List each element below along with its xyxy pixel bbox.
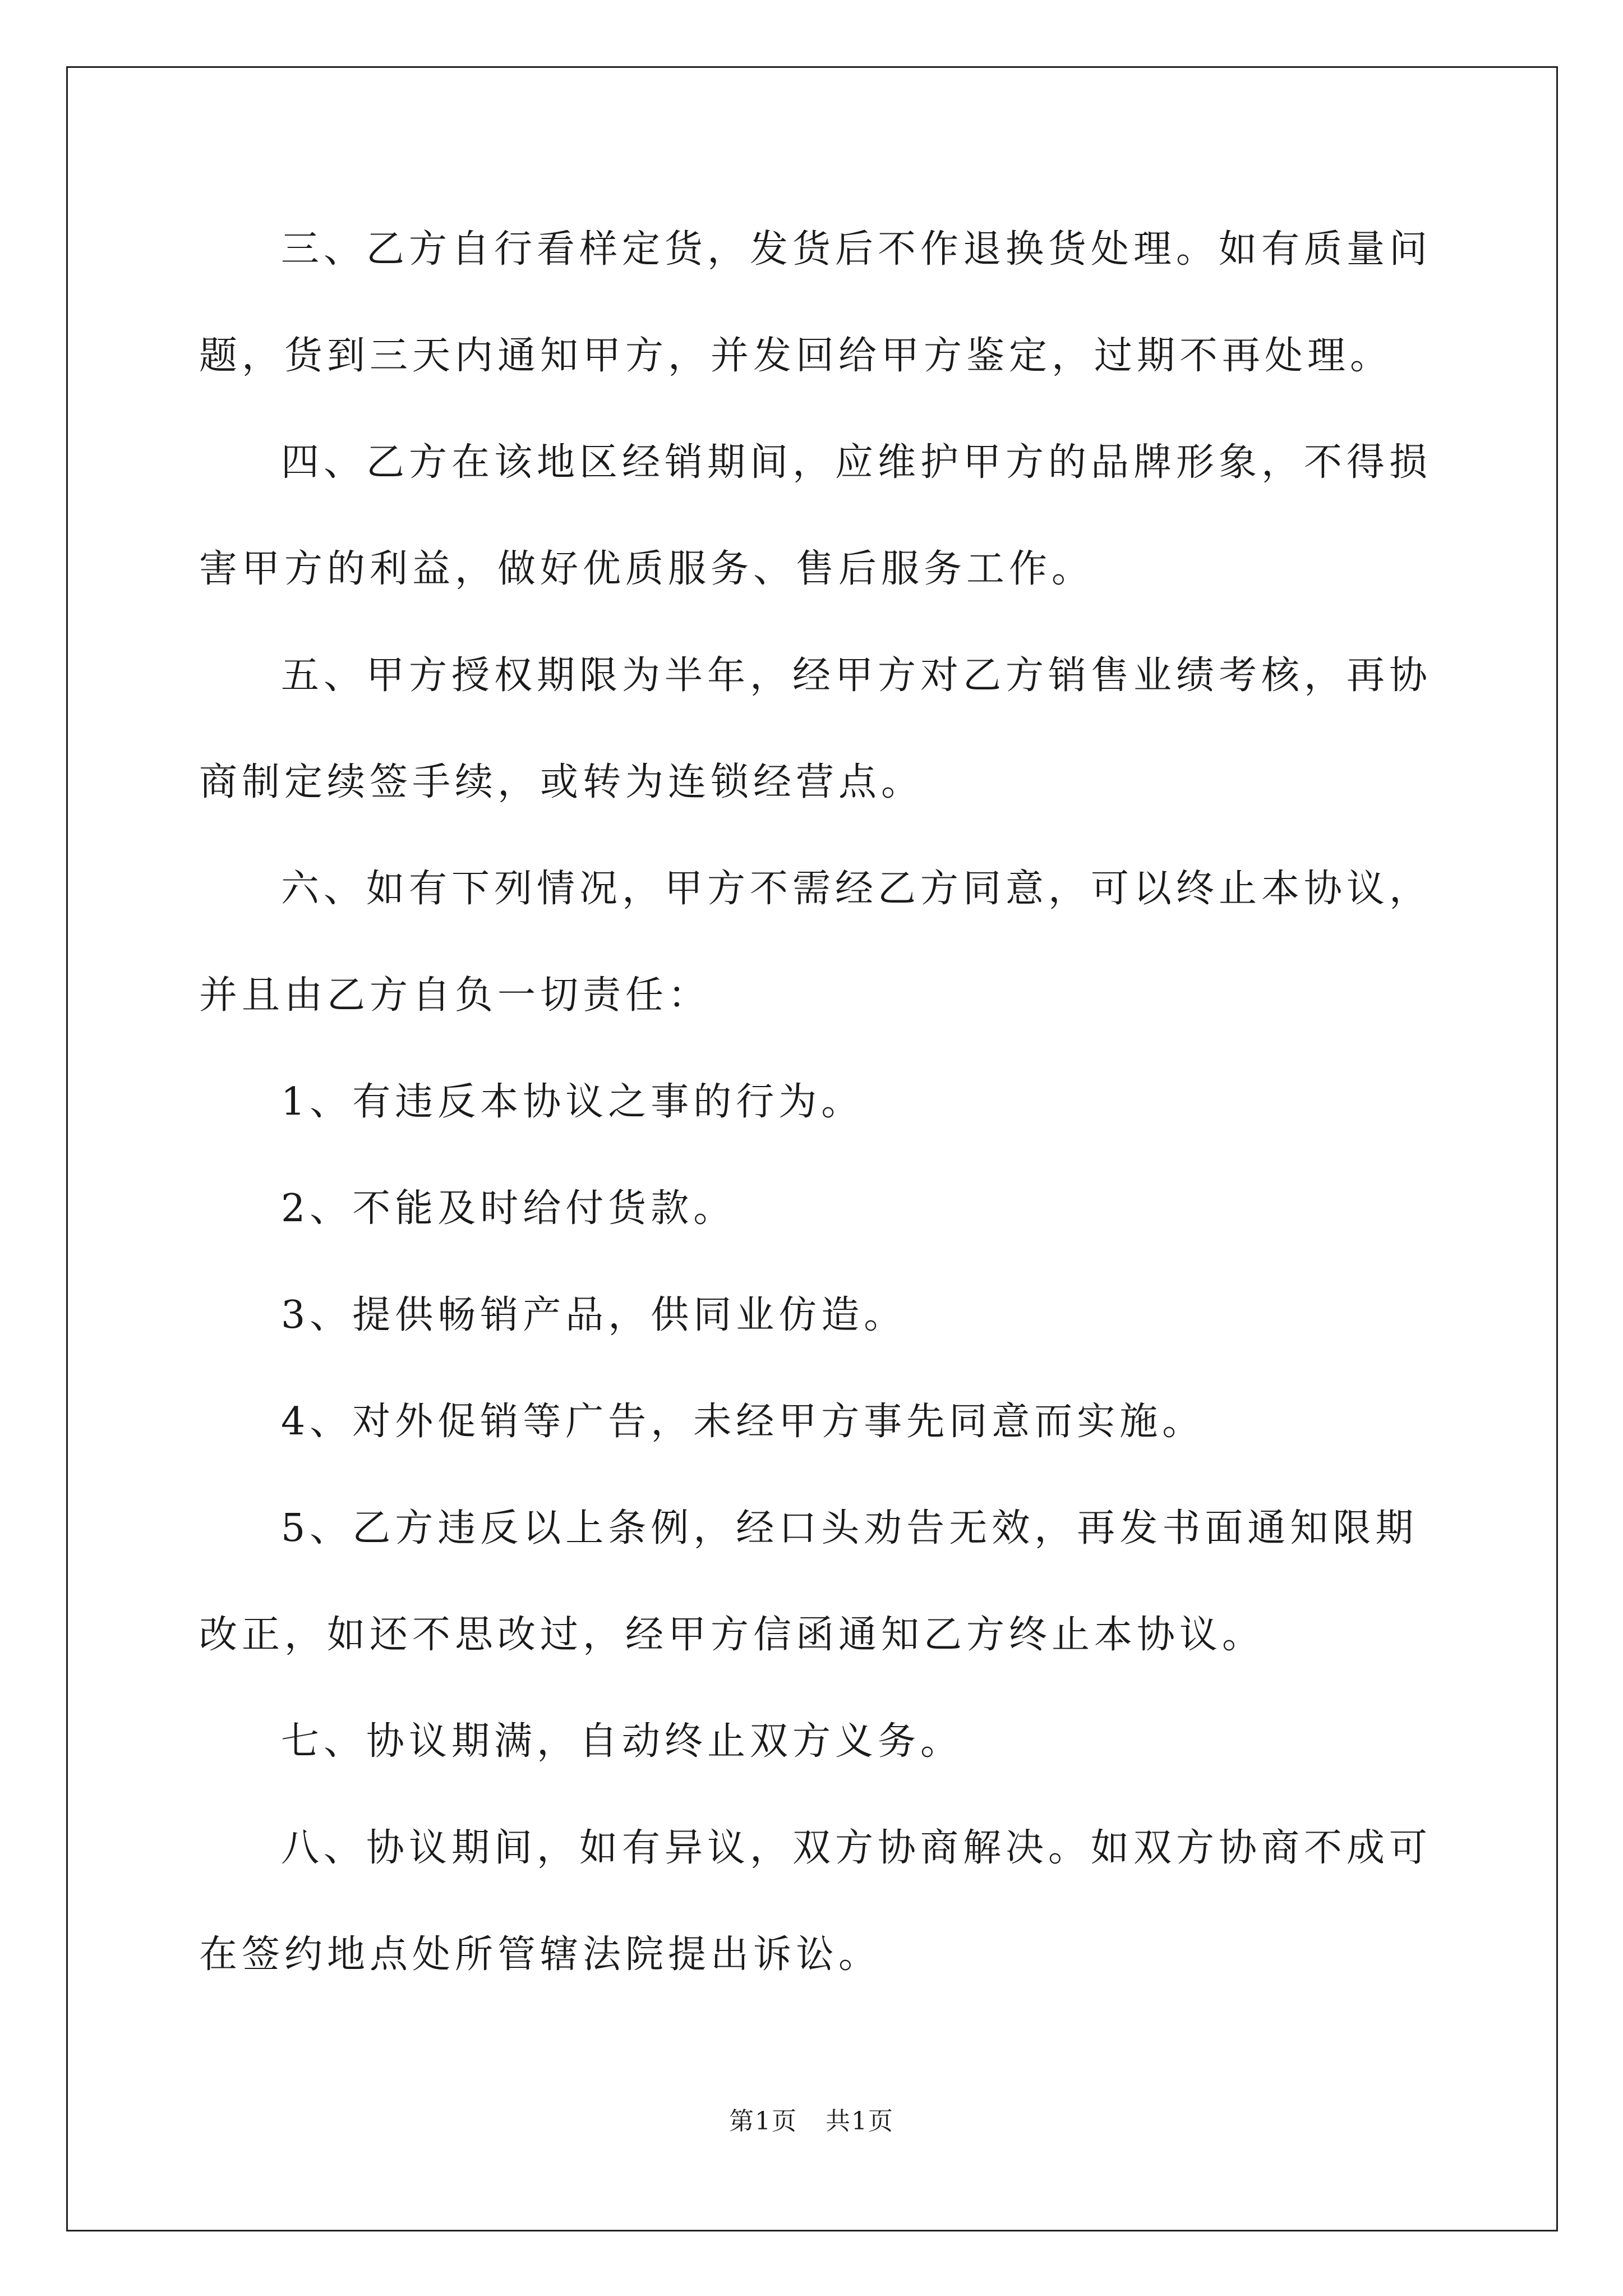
clause-4: 四、乙方在该地区经销期间，应维护甲方的品牌形象，不得损害甲方的利益，做好优质服务、售后服务工作。 <box>199 440 1432 591</box>
clause-6-item-2: 2、不能及时给付货款。 <box>281 1186 736 1231</box>
clause-6: 六、如有下列情况，甲方不需经乙方同意，可以终止本协议，并且由乙方自负一切责任： <box>199 867 1432 1018</box>
clause-6-item-5: 5、乙方违反以上条例，经口头劝告无效，再发书面通知限期改正，如还不思改过，经甲方信函通知乙方终止本协议。 <box>199 1506 1418 1657</box>
clause-6-item-1: 1、有违反本协议之事的行为。 <box>281 1080 864 1124</box>
page-number: 第1页 <box>729 2107 797 2136</box>
clause-6-item-4: 4、对外促销等广告，未经甲方事先同意而实施。 <box>281 1400 1205 1444</box>
document-body <box>199 196 1433 2008</box>
clause-6-item-3: 3、提供畅销产品，供同业仿造。 <box>281 1293 907 1337</box>
page-footer <box>0 2101 1623 2137</box>
page-total: 共1页 <box>826 2107 894 2136</box>
clause-3: 三、乙方自行看样定货，发货后不作退换货处理。如有质量问题，货到三天内通知甲方，并发回给甲方鉴定，过期不再处理。 <box>199 227 1432 378</box>
clause-5: 五、甲方授权期限为半年，经甲方对乙方销售业绩考核，再协商制定续签手续，或转为连锁经营点。 <box>199 654 1432 804</box>
clause-7: 七、协议期满，自动终止双方义务。 <box>281 1719 963 1764</box>
clause-8: 八、协议期间，如有异议，双方协商解决。如双方协商不成可在签约地点处所管辖法院提出诉讼。 <box>199 1826 1432 1977</box>
